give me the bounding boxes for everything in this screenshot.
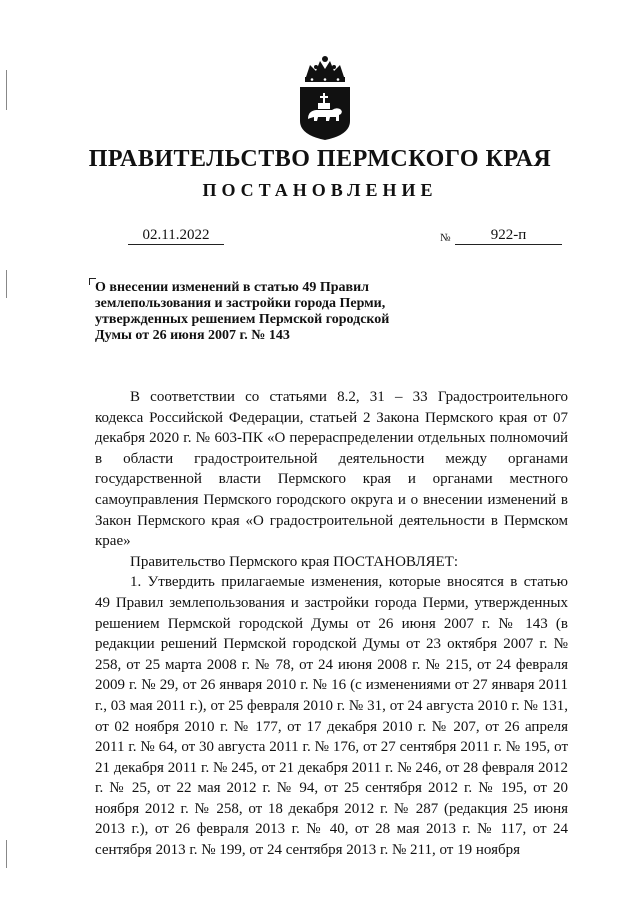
government-title: ПРАВИТЕЛЬСТВО ПЕРМСКОГО КРАЯ bbox=[88, 146, 552, 172]
document-subject: О внесении изменений в статью 49 Правил землепользования и застройки города Перми, утвержденных решением Пермской городской Думы от 26 июня 2007 г. № 143 bbox=[95, 280, 390, 343]
document-body bbox=[95, 387, 568, 861]
scan-edge-mark bbox=[6, 840, 7, 868]
scan-edge-mark bbox=[6, 270, 7, 298]
perm-krai-coat-of-arms-icon bbox=[296, 55, 354, 141]
item-1-paragraph: 1. Утвердить прилагаемые изменения, которые вносятся в статью 49 Правил землепользования и застройки города Перми, утвержденных решением Пермской городской Думы от 26 июня 2007 г. № 143 (в редакции решений Пермской городской Думы от 23 октября 2007 г. № 258, от 25 марта 2008 г. № 78, от 24 июня 2008 г. № 215, от 24 февраля 2009 г. № 29, от 26 января 2010 г. № 16 (с изменениями от 27 января 2011 г., 03 мая 2011 г.), от 25 февраля 2010 г. № 31, от 24 августа 2010 г. № 131, от 02 ноября 2010 г. № 177, от 17 декабря 2010 г. № 207, от 26 апреля 2011 г. № 64, от 30 августа 2011 г. № 176, от 27 сентября 2011 г. № 195, от 21 декабря 2011 г. № 245, от 21 декабря 2011 г. № 246, от 28 февраля 2012 г. № 25, от 22 мая 2012 г. № 94, от 25 сентября 2012 г. № 195, от 20 ноября 2012 г. № 258, от 18 декабря 2012 г. № 287 (редакция 25 июня 2013 г.), от 26 февраля 2013 г. № 40, от 28 мая 2013 г. № 117, от 24 сентября 2013 г. № 199, от 24 сентября 2013 г. № 211, от 19 ноября bbox=[95, 574, 568, 859]
document-number: 922-п bbox=[455, 226, 562, 245]
preamble-paragraph: В соответствии со статьями 8.2, 31 – 33 Градостроительного кодекса Российской Федерации, статьей 2 Закона Пермского края от 07 декабря 2020 г. № 603-ПК «О перераспределении отдельных полномочий в области градостроительной деятельности между органами государственной власти Пермского края и органами местного самоуправления Пермского городского округа и о внесении изменений в Закон Пермского края «О градостроительной деятельности в Пермском крае» bbox=[95, 389, 568, 550]
resolves-paragraph: Правительство Пермского края ПОСТАНОВЛЯЕТ: bbox=[130, 553, 459, 570]
number-label: № bbox=[440, 232, 451, 244]
document-date: 02.11.2022 bbox=[128, 226, 224, 245]
scan-edge-mark bbox=[6, 70, 7, 110]
document-type: ПОСТАНОВЛЕНИЕ bbox=[202, 180, 438, 200]
